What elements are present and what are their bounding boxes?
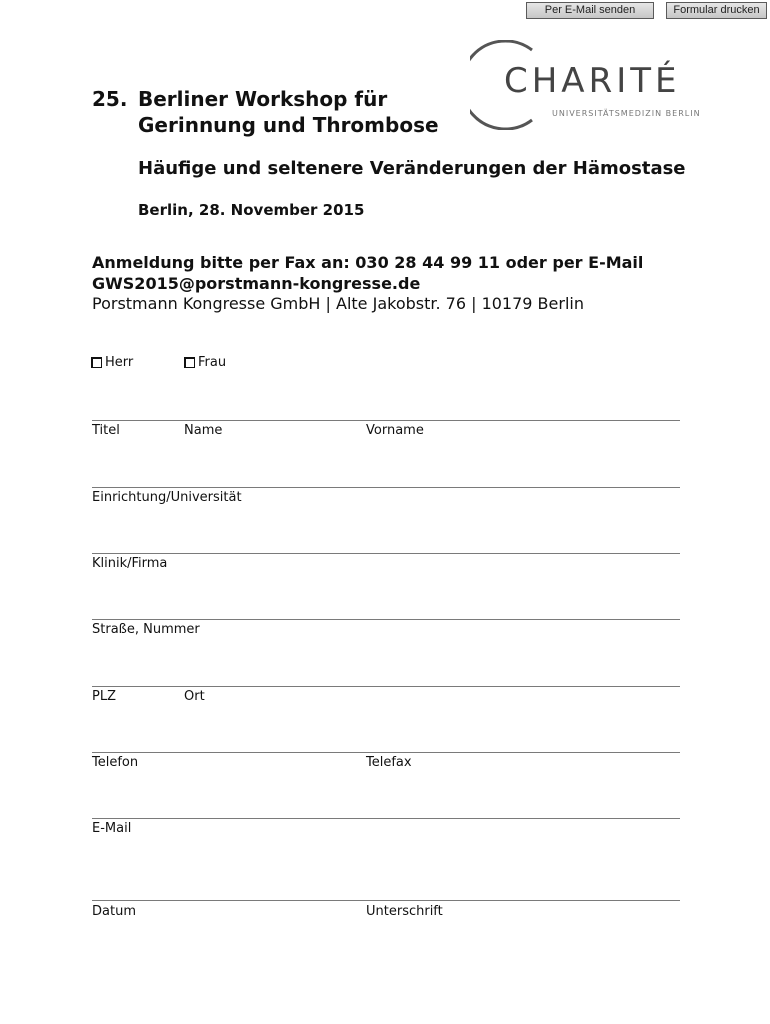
field-divider — [92, 487, 680, 488]
plz-input[interactable] — [92, 664, 176, 684]
field-divider — [92, 818, 680, 819]
ort-label: Ort — [184, 689, 205, 704]
workshop-subtitle: Häufige und seltenere Veränderungen der Hämostase — [138, 158, 686, 179]
workshop-title-line2: Gerinnung und Thrombose — [138, 113, 439, 137]
klinik-label: Klinik/Firma — [92, 556, 168, 571]
salutation-herr — [91, 355, 133, 370]
frau-label: Frau — [198, 355, 227, 370]
workshop-title-line1: Berliner Workshop für — [138, 87, 388, 111]
email-input[interactable] — [92, 796, 678, 816]
telefon-label: Telefon — [92, 755, 139, 770]
field-divider — [92, 619, 680, 620]
telefax-label: Telefax — [366, 755, 412, 770]
logo-wordmark: CHARITÉ — [504, 61, 681, 101]
strasse-input[interactable] — [92, 597, 678, 617]
workshop-number: 25. — [92, 87, 128, 111]
field-divider — [92, 553, 680, 554]
field-divider — [92, 900, 680, 901]
registration-instructions: Anmeldung bitte per Fax an: 030 28 44 99 11 oder per E-Mail — [92, 253, 644, 272]
print-form-button[interactable]: Formular drucken — [666, 2, 767, 19]
strasse-label: Straße, Nummer — [92, 622, 200, 637]
titel-label: Titel — [92, 423, 120, 438]
email-label: E-Mail — [92, 821, 132, 836]
ort-input[interactable] — [184, 664, 678, 684]
name-label: Name — [184, 423, 223, 438]
unterschrift-label: Unterschrift — [366, 904, 443, 919]
einrichtung-label: Einrichtung/Universität — [92, 490, 242, 505]
telefax-input[interactable] — [366, 730, 678, 750]
einrichtung-input[interactable] — [92, 465, 678, 485]
datum-label: Datum — [92, 904, 136, 919]
organizer-address: Porstmann Kongresse GmbH | Alte Jakobstr. 76 | 10179 Berlin — [92, 294, 584, 313]
unterschrift-input[interactable] — [366, 878, 678, 898]
vorname-label: Vorname — [366, 423, 424, 438]
salutation-frau — [184, 355, 226, 370]
klinik-input[interactable] — [92, 531, 678, 551]
name-input[interactable] — [184, 398, 358, 418]
frau-checkbox[interactable] — [184, 357, 195, 368]
send-email-button[interactable]: Per E-Mail senden — [526, 2, 654, 19]
titel-input[interactable] — [92, 398, 176, 418]
field-divider — [92, 420, 680, 421]
charite-logo — [470, 40, 710, 130]
herr-label: Herr — [105, 355, 134, 370]
plz-label: PLZ — [92, 689, 116, 704]
field-divider — [92, 686, 680, 687]
herr-checkbox[interactable] — [91, 357, 102, 368]
logo-tagline: UNIVERSITÄTSMEDIZIN BERLIN — [552, 109, 701, 118]
telefon-input[interactable] — [92, 730, 358, 750]
vorname-input[interactable] — [366, 398, 678, 418]
datum-input[interactable] — [92, 878, 358, 898]
field-divider — [92, 752, 680, 753]
workshop-date: Berlin, 28. November 2015 — [138, 201, 365, 219]
registration-email: GWS2015@porstmann-kongresse.de — [92, 274, 421, 293]
